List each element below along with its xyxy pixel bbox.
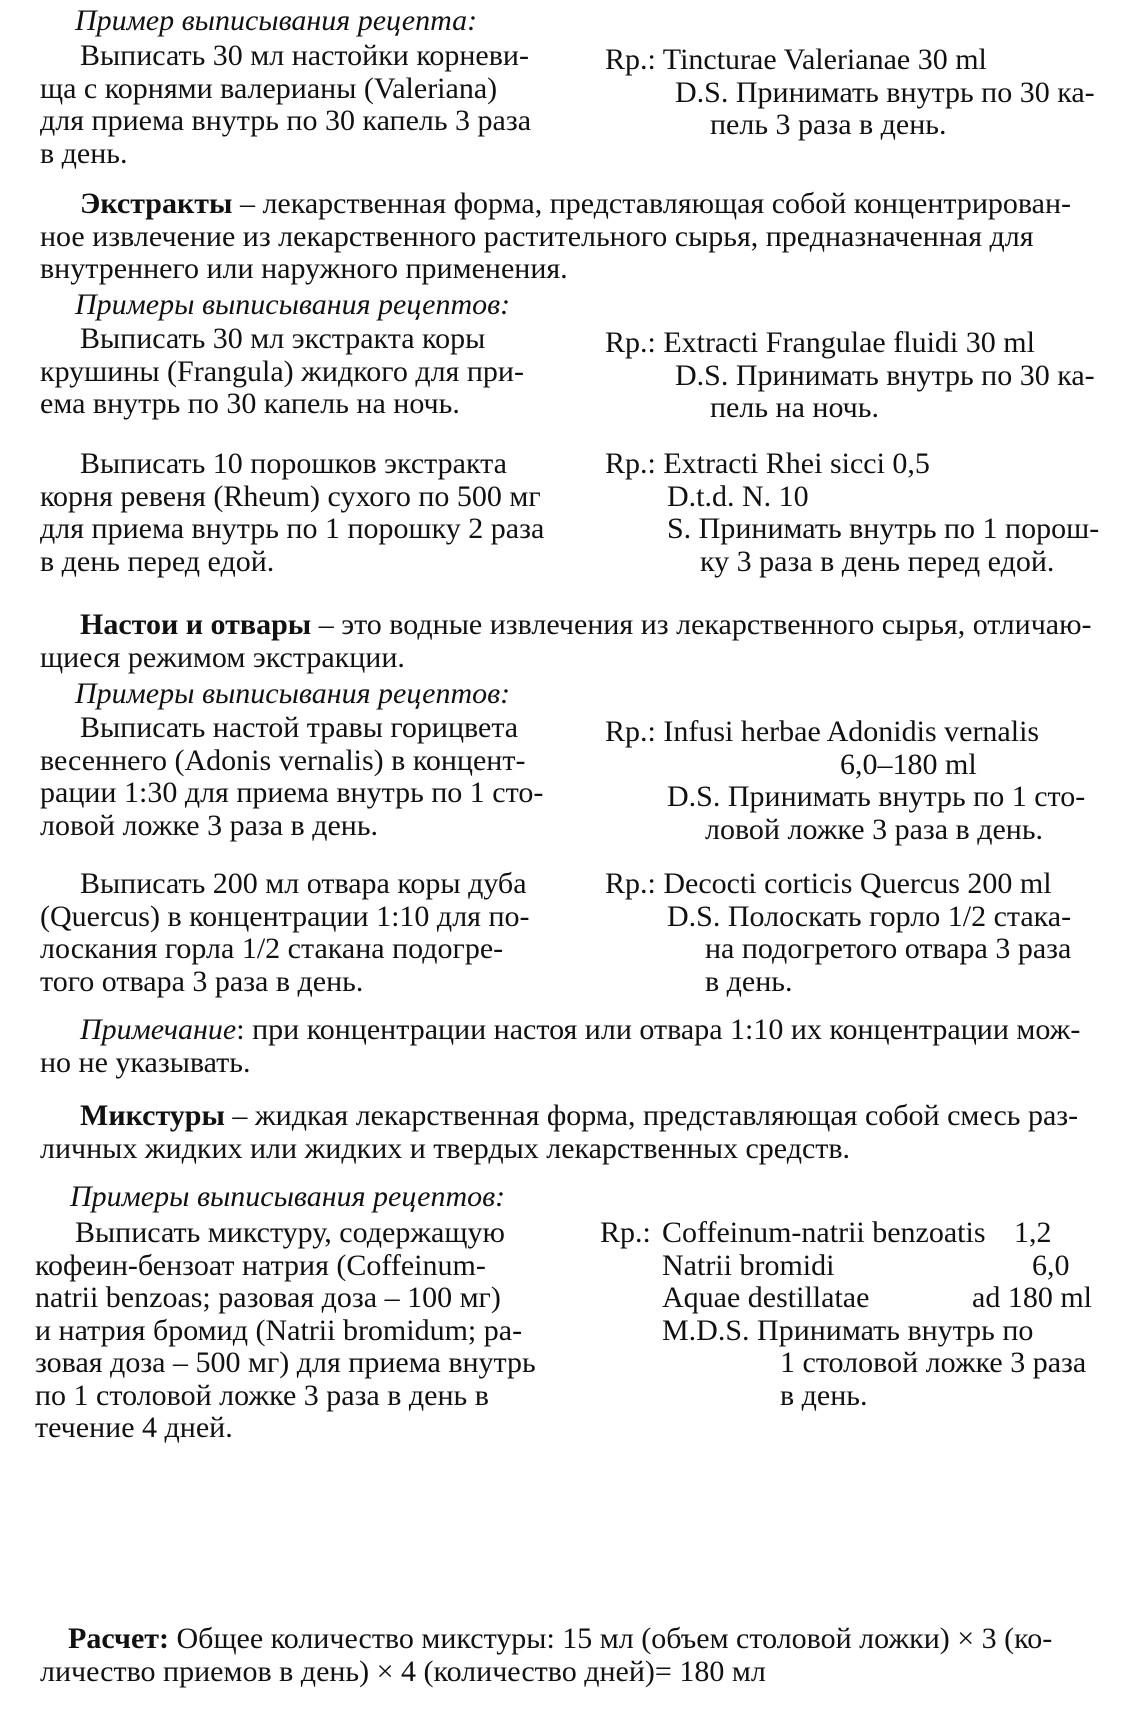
prescription: Rp.: Extracti Frangulae fluidi 30 ml D.S. Принимать внутрь по 30 ка- пель на ночь. <box>605 326 1095 424</box>
rx-item: Rp.: Coffeinum-natrii benzoatis 1,2 <box>600 1216 1052 1249</box>
rx-item: Aquae destillatae ad 180 ml <box>662 1281 1092 1314</box>
task-description: Выписать настой травы горицвета весеннего (Adonis vernalis) в концент- рации 1:30 для приема внутрь по 1 сто- ловой ложке 3 раза в день. <box>40 711 544 842</box>
section-heading: Примеры выписывания рецептов: <box>75 288 511 321</box>
prescription: Rp.: Tincturae Valerianae 30 ml D.S. Принимать внутрь по 30 ка- пель 3 раза в день. <box>605 43 1095 141</box>
task-description: Выписать 10 порошков экстракта корня ревеня (Rheum) сухого по 500 мг для приема внутрь по 1 порошку 2 раза в день перед едой. <box>40 447 545 578</box>
definition-infusions: Настои и отвары – это водные извлечения из лекарственного сырья, отличаю- щиеся режимом экстракции. <box>40 608 1092 674</box>
prescription: Rp.: Infusi herbae Adonidis vernalis 6,0–180 ml D.S. Принимать внутрь по 1 сто- ловой ложке 3 раза в день. <box>605 715 1086 846</box>
prescription: Rp.: Extracti Rhei sicci 0,5 D.t.d. N. 10 S. Принимать внутрь по 1 порош- ку 3 раза в день перед едой. <box>605 447 1100 578</box>
task-description: Выписать 200 мл отвара коры дуба (Quercus) в концентрации 1:10 для по- лоскания горла 1/2 стакана подогре- того отвара 3 раза в день. <box>40 867 530 998</box>
definition-extracts: Экстракты – лекарственная форма, представляющая собой концентрирован- ное извлечение из лекарственного растительного сырья, предназначенная для внутреннего или наружного применения. <box>40 187 1072 285</box>
definition-mixtures: Микстуры – жидкая лекарственная форма, представляющая собой смесь раз- личных жидких или жидких и твердых лекарственных средств. <box>40 1099 1079 1165</box>
calculation-paragraph: Расчет: Общее количество микстуры: 15 мл (объем столовой ложки) × 3 (ко- личество приемов в день) × 4 (количество дней)= 180 мл <box>40 1622 1053 1688</box>
section-heading: Пример выписывания рецепта: <box>75 4 478 37</box>
task-description: Выписать 30 мл настойки корневи- ща с корнями валерианы (Valeriana) для приема внутрь по 30 капель 3 раза в день. <box>40 39 532 170</box>
section-heading: Примеры выписывания рецептов: <box>75 677 511 710</box>
note-paragraph: Примечание: при концентрации настоя или отвара 1:10 их концентрации мож- но не указывать. <box>40 1013 1081 1079</box>
section-heading: Примеры выписывания рецептов: <box>70 1180 506 1213</box>
task-description: Выписать 30 мл экстракта коры крушины (Frangula) жидкого для при- ема внутрь по 30 капель на ночь. <box>40 322 524 420</box>
task-description: Выписать микстуру, содержащую кофеин-бензоат натрия (Coffeinum- natrii benzoas; разовая доза – 100 мг) и натрия бромид (Natrii bromidum; ра- зовая доза – 500 мг) для приема внутрь по 1 столовой ложке 3 раза в день в течение 4 дней. <box>35 1216 536 1444</box>
prescription: Rp.: Decocti corticis Quercus 200 ml D.S. Полоскать горло 1/2 стака- на подогретого отвара 3 раза в день. <box>605 867 1072 998</box>
prescription: Rp.: Coffeinum-natrii benzoatis 1,2 Natrii bromidi 6,0 Aquae destillatae ad 180 ml M.D.S. Принимать внутрь по 1 столовой ложке 3 раза в день. <box>600 1217 1100 1412</box>
rx-item: Natrii bromidi 6,0 <box>662 1248 1070 1282</box>
